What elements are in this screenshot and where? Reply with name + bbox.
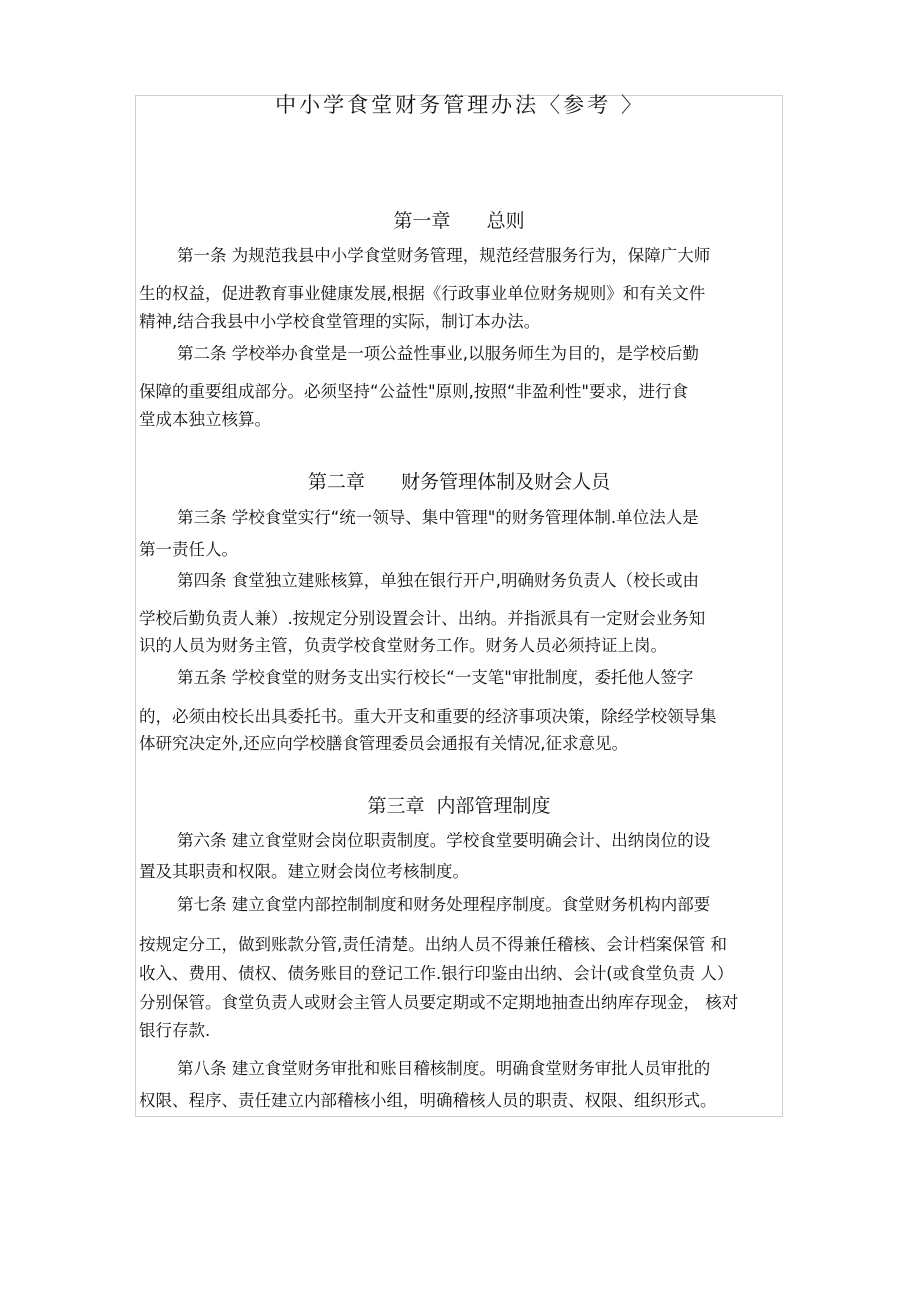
paragraph-line: 学校后勤负责人兼）.按规定分别设置会计、出纳。并指派具有一定财会业务知 bbox=[139, 609, 706, 628]
paragraph-line: 第一条 为规范我县中小学食堂财务管理，规范经营服务行为，保障广大师 bbox=[177, 246, 711, 265]
paragraph-line: 按规定分工，做到账款分管,责任清楚。出纳人员不得兼任稽核、会计档案保管 和 bbox=[139, 935, 727, 954]
paragraph-line: 识的人员为财务主管，负责学校食堂财务工作。财务人员必须持证上岗。 bbox=[139, 636, 667, 655]
paragraph-line: 第五条 学校食堂的财务支出实行校长“一支笔"审批制度，委托他人签字 bbox=[177, 668, 694, 687]
chapter-heading: 第一章 总则 bbox=[393, 210, 525, 232]
paragraph-line: 置及其职责和权限。建立财会岗位考核制度。 bbox=[139, 862, 469, 881]
chapter-heading: 第三章 内部管理制度 bbox=[367, 795, 551, 817]
paragraph-line: 第四条 食堂独立建账核算，单独在银行开户,明确财务负责人（校长或由 bbox=[177, 571, 699, 590]
paragraph-line: 分别保管。食堂负责人或财会主管人员要定期或不定期地抽查出纳库存现金， 核对 bbox=[139, 993, 739, 1012]
paragraph-line: 保障的重要组成部分。必须坚持“公益性"原则,按照“非盈利性"要求，进行食 bbox=[139, 382, 689, 401]
paragraph-line: 第二条 学校举办食堂是一项公益性事业,以服务师生为目的，是学校后勤 bbox=[177, 344, 699, 363]
document-title: 中小学食堂财务管理办法〈参考 〉 bbox=[275, 93, 645, 117]
paragraph-line: 权限、程序、责任建立内部稽核小组，明确稽核人员的职责、权限、组织形式。 bbox=[139, 1091, 717, 1110]
paragraph-line: 生的权益，促进教育事业健康发展,根据《行政事业单位财务规则》和有关文件 bbox=[139, 284, 706, 303]
paragraph-line: 第一责任人。 bbox=[139, 540, 238, 559]
paragraph-line: 收入、费用、债权、债务账目的登记工作.银行印鉴由出纳、会计(或食堂负责 人） bbox=[139, 964, 734, 983]
paragraph-line: 精神,结合我县中小学校食堂管理的实际，制订本办法。 bbox=[139, 312, 541, 331]
paragraph-line: 第七条 建立食堂内部控制制度和财务处理程序制度。食堂财务机构内部要 bbox=[177, 895, 711, 914]
paragraph-line: 体研究决定外,还应向学校膳食管理委员会通报有关情况,征求意见。 bbox=[139, 734, 628, 753]
chapter-heading: 第二章 财务管理体制及财会人员 bbox=[307, 471, 611, 493]
paragraph-line: 堂成本独立核算。 bbox=[139, 410, 271, 429]
paragraph-line: 第六条 建立食堂财会岗位职责制度。学校食堂要明确会计、出纳岗位的设 bbox=[177, 831, 711, 850]
paragraph-line: 银行存款. bbox=[139, 1021, 211, 1040]
paragraph-line: 第三条 学校食堂实行“统一领导、集中管理"的财务管理体制.单位法人是 bbox=[177, 508, 699, 527]
paragraph-line: 第八条 建立食堂财务审批和账目稽核制度。明确食堂财务审批人员审批的 bbox=[177, 1059, 711, 1078]
paragraph-line: 的，必须由校长出具委托书。重大开支和重要的经济事项决策，除经学校领导集 bbox=[139, 707, 717, 726]
